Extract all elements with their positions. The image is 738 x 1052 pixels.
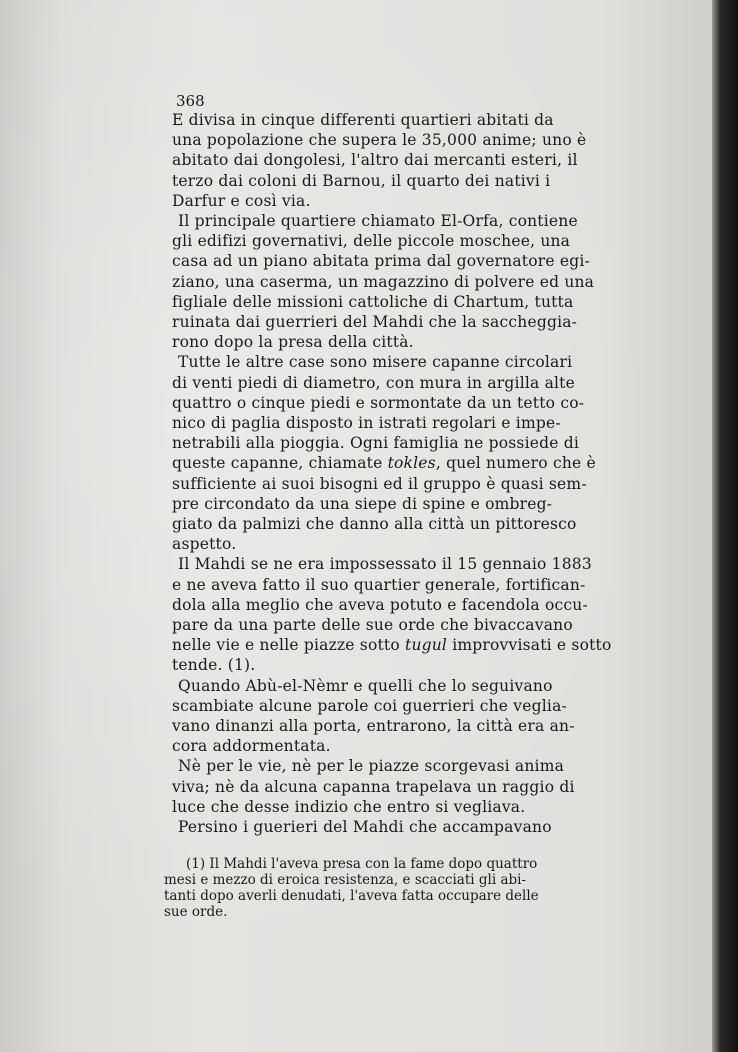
text-line: nelle vie e nelle piazze sotto tugul improvvisati e sotto [172, 636, 612, 655]
text-line: cora addormentata. [172, 737, 331, 756]
text-line: e ne aveva fatto il suo quartier generale, fortifican- [172, 575, 586, 594]
text-line: Tutte le altre case sono misere capanne circolari [178, 353, 573, 372]
text-line: abitato dai dongolesi, l'altro dai mercanti esteri, il [172, 151, 578, 170]
text-line: ruinata dai guerrieri del Mahdi che la saccheggia- [172, 313, 578, 331]
text-line: sufficiente ai suoi bisogni ed il gruppo è quasi sem- [172, 474, 587, 493]
text-line: Persino i guerieri del Mahdi che accampavano [178, 818, 552, 836]
text-line: scambiate alcune parole coi guerrieri che veglia- [172, 696, 567, 715]
text-line: pare da una parte delle sue orde che bivaccavano [172, 616, 573, 634]
text-line: una popolazione che supera le 35,000 anime; uno è [172, 131, 587, 150]
footnote-line: sue orde. [164, 904, 228, 920]
text-line: casa ad un piano abitata prima dal governatore egi- [172, 252, 590, 271]
text-line: viva; nè da alcuna capanna trapelava un raggio di [172, 777, 575, 796]
text-line: Nè per le vie, nè per le piazze scorgevasi anima [178, 757, 565, 776]
text-line: figliale delle missioni cattoliche di Chartum, tutta [172, 292, 574, 311]
text-line: giato da palmizi che danno alla città un pittoresco [172, 515, 577, 533]
text-line: rono dopo la presa della città. [172, 333, 414, 352]
text-line: Il principale quartiere chiamato El-Orfa, contiene [178, 212, 578, 230]
text-line: ziano, una caserma, un magazzino di polvere ed una [172, 272, 595, 291]
book-spine-shadow [712, 0, 738, 1052]
text-line: quattro o cinque piedi e sormontate da un tetto co- [172, 393, 585, 412]
text-line: netrabili alla pioggia. Ogni famiglia ne possiede di [172, 434, 579, 453]
text-line: Quando Abù-el-Nèmr e quelli che lo seguivano [178, 676, 553, 695]
text-line: tende. (1). [172, 656, 256, 675]
footnote-line: mesi e mezzo di eroica resistenza, e scacciati gli abi- [164, 872, 527, 888]
text-line: queste capanne, chiamate tokles, quel numero che è [172, 454, 596, 473]
text-line: vano dinanzi alla porta, entrarono, la città era an- [172, 717, 575, 735]
page-number: 368 [176, 92, 205, 110]
text-line: gli edifizi governativi, delle piccole moschee, una [172, 232, 571, 251]
text-line: aspetto. [172, 535, 237, 554]
footnote-line: tanti dopo averli denudati, l'aveva fatta occupare delle [164, 888, 539, 904]
text-line: dola alla meglio che aveva potuto e facendola occu- [172, 595, 588, 614]
text-line: luce che desse indizio che entro si vegliava. [172, 797, 526, 816]
text-line: nico di paglia disposto in istrati regolari e impe- [172, 414, 561, 432]
text-line: terzo dai coloni di Barnou, il quarto dei nativi i [172, 171, 551, 190]
text-line: Darfur e così via. [172, 191, 311, 210]
text-line: Il Mahdi se ne era impossessato il 15 gennaio 1883 [178, 555, 592, 574]
text-line: di venti piedi di diametro, con mura in argilla alte [172, 373, 575, 392]
text-line: pre circondato da una siepe di spine e ombreg- [172, 494, 553, 513]
footnote-line: (1) Il Mahdi l'aveva presa con la fame dopo quattro [186, 856, 538, 872]
text-line: E divisa in cinque differenti quartieri abitati da [172, 111, 554, 129]
